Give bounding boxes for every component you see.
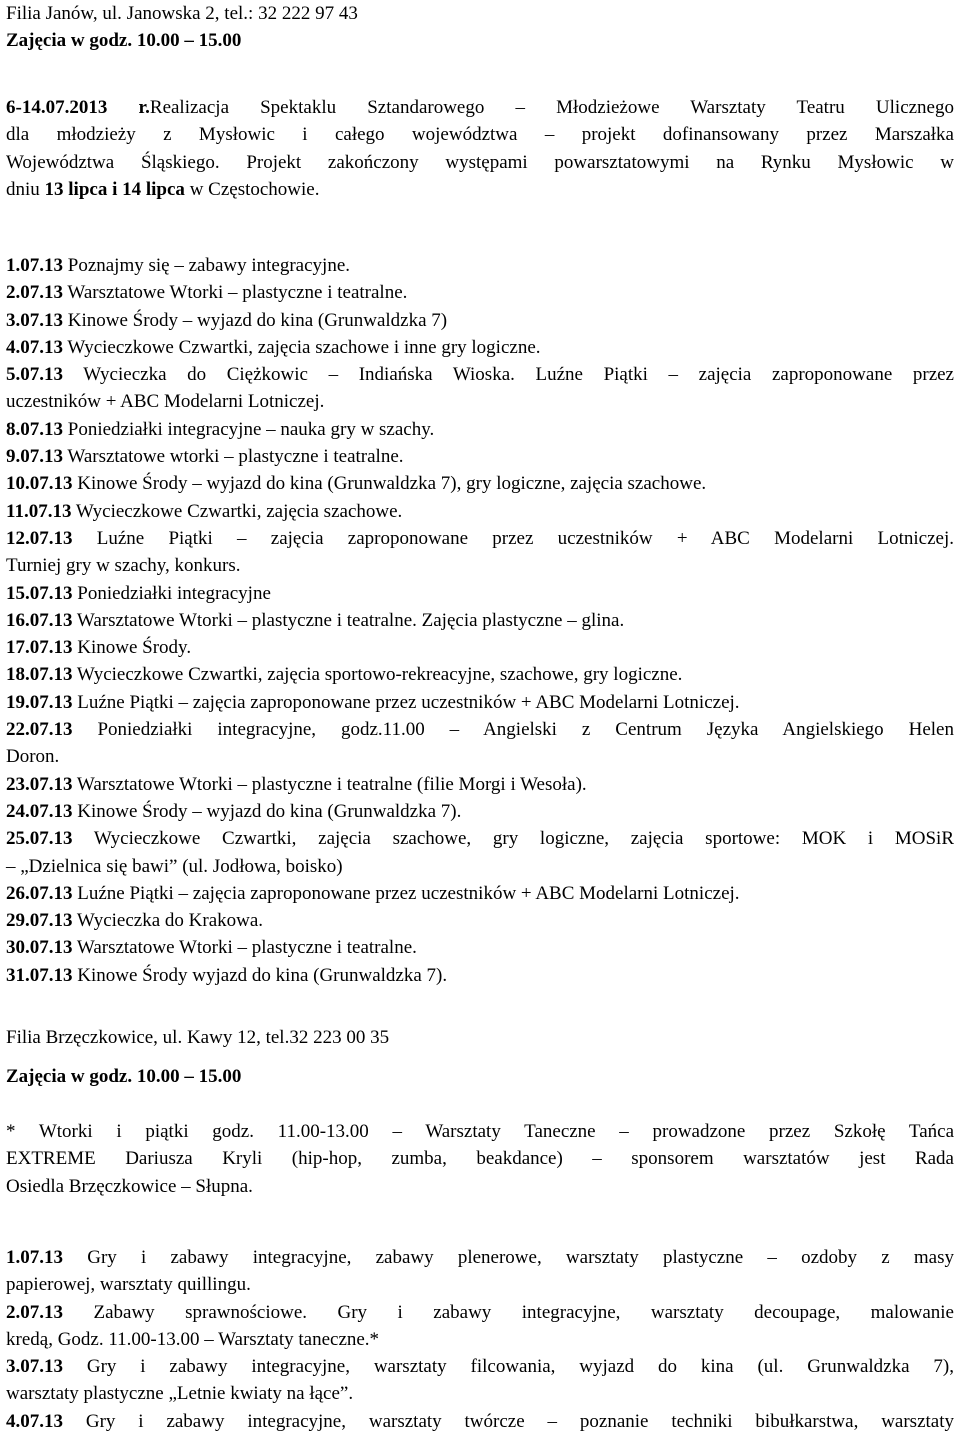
- branch1-entry: [6, 334, 954, 361]
- branch1-hours: Zajęcia w godz. 10.00 – 15.00: [6, 30, 242, 52]
- branch1-header: Filia Janów, ul. Janowska 2, tel.: 32 222 97 43: [6, 3, 358, 24]
- branch2-entry: [6, 1353, 954, 1380]
- branch1-entry-text: Poznajmy się – zabawy integracyjne.: [63, 255, 351, 276]
- branch1-entry: [6, 416, 954, 443]
- branch1-entry: [6, 580, 954, 607]
- branch2-entry-text: Gry i zabawy integracyjne, warsztaty twórcze – poznanie techniki bibułkarstwa, warsztaty: [63, 1410, 954, 1432]
- branch1-entry-text: Wycieczka do Ciężkowic – Indiańska Wioska. Luźne Piątki – zajęcia zaproponowane przez: [63, 364, 954, 386]
- branch1-entry-text: Warsztatowe Wtorki – plastyczne i teatralne.: [63, 282, 408, 304]
- branch2-entry-text: Gry i zabawy integracyjne, warsztaty filcowania, wyjazd do kina (ul. Grunwaldzka 7),: [63, 1356, 954, 1378]
- branch1-entry-continuation: uczestników + ABC Modelarni Lotniczej.: [6, 391, 325, 413]
- branch1-entry: [6, 252, 954, 279]
- branch1-entry-text: Luźne Piątki – zajęcia zaproponowane przez uczestników + ABC Modelarni Lotniczej.: [72, 527, 954, 549]
- branch1-entry-date: 16.07.13: [6, 609, 73, 631]
- branch1-entry-text: Warsztatowe Wtorki – plastyczne i teatralne.: [72, 937, 417, 959]
- branch1-intro: 6-14.07.2013 r.Realizacja Spektaklu Sztandarowego – Młodzieżowe Warsztaty Teatru Ulicznego dla młodzieży z Mysłowic i całego województwa – projekt dofinansowany przez Marszałka Województwa Śląskiego. Projekt zakończony występami powarsztatowymi na Rynku Mysłowic w dniu 13 lipca i 14 lipca w Częstochowie.: [6, 97, 954, 200]
- branch2-entry-date: 2.07.13: [6, 1301, 63, 1323]
- branch1-schedule: [6, 252, 954, 989]
- branch1-entry: [6, 771, 954, 798]
- branch1-entry: [6, 607, 954, 634]
- branch1-entry: [6, 934, 954, 961]
- branch1-entry-continuation: Turniej gry w szachy, konkurs.: [6, 555, 241, 577]
- branch1-entry-date: 30.07.13: [6, 937, 73, 959]
- branch2-entry: [6, 1244, 954, 1271]
- branch1-entry-date: 19.07.13: [6, 691, 73, 713]
- branch1-entry-date: 4.07.13: [6, 336, 63, 358]
- branch2-header-block: [6, 1024, 954, 1051]
- branch1-entry-text: Luźne Piątki – zajęcia zaproponowane przez uczestników + ABC Modelarni Lotniczej.: [72, 691, 740, 713]
- branch1-entry-text: Kinowe Środy – wyjazd do kina (Grunwaldzka 7): [63, 309, 448, 331]
- branch1-header-block: [6, 0, 954, 55]
- branch2-entry-continuation: papierowej, warsztaty quillingu.: [6, 1274, 251, 1296]
- branch1-entry-date: 8.07.13: [6, 418, 63, 440]
- branch1-entry-date: 2.07.13: [6, 282, 63, 304]
- branch1-entry: [6, 361, 954, 388]
- branch1-entry-date: 22.07.13: [6, 719, 73, 741]
- branch1-entry: [6, 962, 954, 989]
- branch1-entry-date: 5.07.13: [6, 364, 63, 386]
- branch1-entry-text: Poniedziałki integracyjne – nauka gry w szachy.: [63, 418, 435, 440]
- branch2-entry-date: 3.07.13: [6, 1356, 63, 1378]
- branch2-schedule: [6, 1244, 954, 1435]
- branch1-entry-text: Kinowe Środy.: [72, 637, 192, 659]
- branch1-entry-text: Warsztatowe Wtorki – plastyczne i teatralne (filie Morgi i Wesoła).: [72, 773, 587, 795]
- branch1-entry: [6, 798, 954, 825]
- branch1-entry-text: Wycieczkowe Czwartki, zajęcia sportowo-rekreacyjne, szachowe, gry logiczne.: [72, 664, 683, 686]
- branch1-entry: [6, 279, 954, 306]
- branch2-entry: [6, 1408, 954, 1435]
- branch1-entry: [6, 880, 954, 907]
- branch1-entry: [6, 689, 954, 716]
- branch1-entry-text: Luźne Piątki – zajęcia zaproponowane przez uczestników + ABC Modelarni Lotniczej.: [72, 882, 740, 904]
- branch2-entry-continuation: warsztaty plastyczne „Letnie kwiaty na łące”.: [6, 1383, 354, 1405]
- branch2-entry-date: 4.07.13: [6, 1410, 63, 1432]
- branch1-entry-continuation: Doron.: [6, 746, 60, 768]
- branch1-entry: [6, 307, 954, 334]
- branch1-entry-text: Kinowe Środy – wyjazd do kina (Grunwaldzka 7), gry logiczne, zajęcia szachowe.: [72, 473, 707, 495]
- branch1-entry: [6, 716, 954, 743]
- branch1-entry-date: 11.07.13: [6, 500, 72, 522]
- branch1-entry-date: 24.07.13: [6, 800, 73, 822]
- branch2-entry-text: Gry i zabawy integracyjne, zabawy plenerowe, warsztaty plastyczne – ozdoby z masy: [63, 1247, 954, 1268]
- branch1-entry-date: 17.07.13: [6, 637, 73, 659]
- branch1-entry-text: Wycieczkowe Czwartki, zajęcia szachowe i inne gry logiczne.: [63, 336, 541, 358]
- branch1-entry: [6, 661, 954, 688]
- branch2-entry-continuation: kredą, Godz. 11.00-13.00 – Warsztaty taneczne.*: [6, 1328, 380, 1350]
- branch1-entry-date: 25.07.13: [6, 828, 73, 850]
- branch1-entry-date: 10.07.13: [6, 473, 73, 495]
- branch1-entry-date: 18.07.13: [6, 664, 73, 686]
- branch2-entry-date: 1.07.13: [6, 1247, 63, 1268]
- branch2-hours: Zajęcia w godz. 10.00 – 15.00: [6, 1066, 242, 1087]
- branch1-entry-date: 9.07.13: [6, 446, 63, 468]
- branch1-entry-date: 26.07.13: [6, 882, 73, 904]
- branch2-entry: [6, 1299, 954, 1326]
- branch2-entry-text: Zabawy sprawnościowe. Gry i zabawy integracyjne, warsztaty decoupage, malowanie: [63, 1301, 954, 1323]
- branch1-entry-date: 23.07.13: [6, 773, 73, 795]
- branch1-entry: [6, 525, 954, 552]
- branch1-entry-text: Wycieczkowe Czwartki, zajęcia szachowe.: [71, 500, 403, 522]
- branch1-entry-date: 3.07.13: [6, 309, 63, 331]
- branch1-entry: [6, 907, 954, 934]
- branch1-entry: [6, 443, 954, 470]
- branch1-entry-text: Kinowe Środy wyjazd do kina (Grunwaldzka 7).: [72, 964, 448, 986]
- branch2-header: Filia Brzęczkowice, ul. Kawy 12, tel.32 223 00 35: [6, 1027, 390, 1048]
- branch1-entry-text: Poniedziałki integracyjne, godz.11.00 – Angielski z Centrum Języka Angielskiego Helen: [72, 719, 954, 741]
- branch1-entry: [6, 498, 954, 525]
- branch1-entry: [6, 634, 954, 661]
- branch1-entry-date: 29.07.13: [6, 910, 73, 932]
- branch1-entry-text: Warsztatowe Wtorki – plastyczne i teatralne. Zajęcia plastyczne – glina.: [72, 609, 625, 631]
- intro-date: 6-14.07.2013 r.: [6, 97, 150, 118]
- branch1-entry: [6, 470, 954, 497]
- branch1-entry-date: 15.07.13: [6, 582, 73, 604]
- branch1-entry: [6, 825, 954, 852]
- branch1-entry-text: Wycieczka do Krakowa.: [72, 910, 264, 932]
- branch1-entry-text: Kinowe Środy – wyjazd do kina (Grunwaldzka 7).: [72, 800, 462, 822]
- branch1-entry-date: 31.07.13: [6, 964, 73, 986]
- branch1-entry-continuation: – „Dzielnica się bawi” (ul. Jodłowa, boisko): [6, 855, 343, 877]
- branch2-note: * Wtorki i piątki godz. 11.00-13.00 – Warsztaty Taneczne – prowadzone przez Szkołę Tańca EXTREME Dariusza Kryli (hip-hop, zumba, beakdance) – sponsorem warsztatów jest Rada Osiedla Brzęczkowice – Słupna.: [6, 1121, 954, 1197]
- branch1-entry-date: 12.07.13: [6, 527, 73, 549]
- branch1-entry-text: Warsztatowe wtorki – plastyczne i teatralne.: [63, 446, 404, 468]
- branch1-entry-date: 1.07.13: [6, 255, 63, 276]
- branch1-entry-text: Wycieczkowe Czwartki, zajęcia szachowe, gry logiczne, zajęcia sportowe: MOK i MOSiR: [72, 828, 954, 850]
- branch1-entry-text: Poniedziałki integracyjne: [72, 582, 271, 604]
